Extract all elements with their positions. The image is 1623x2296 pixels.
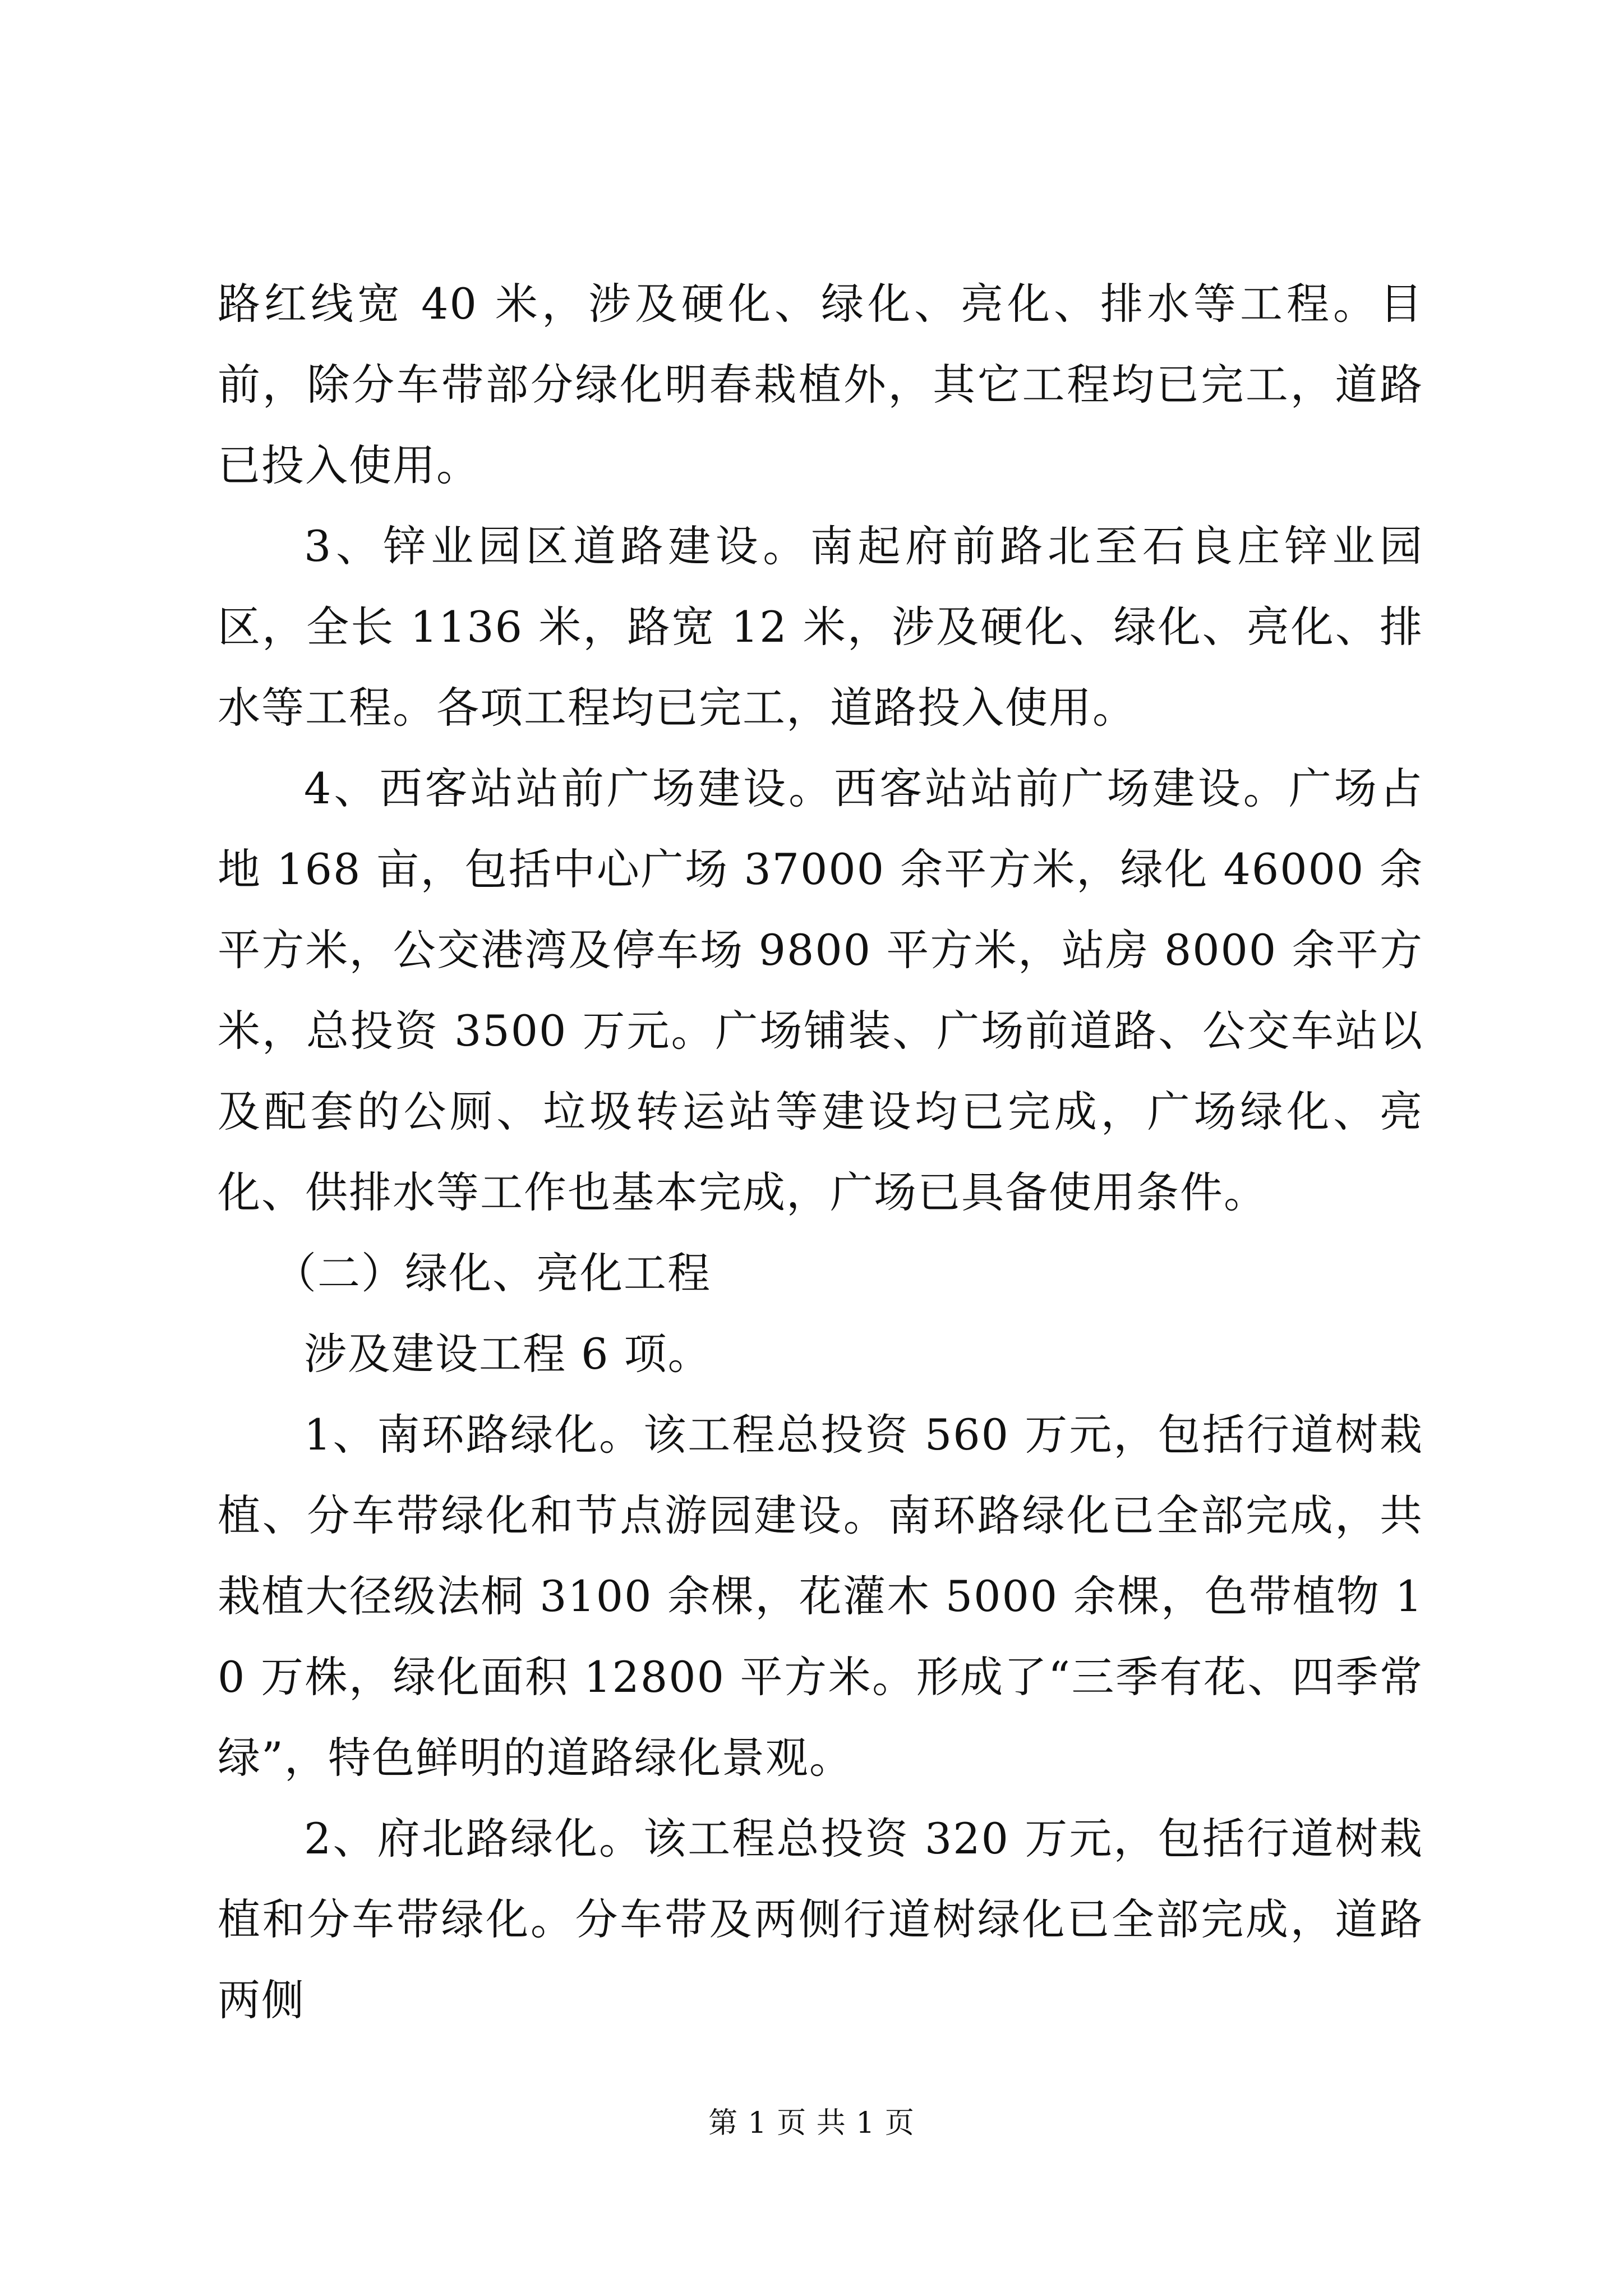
section-heading-greening-lighting: （二）绿化、亮化工程 (274, 1248, 711, 1298)
paragraph-south-ring-greening: 1、南环路绿化。该工程总投资 560 万元，包括行道树栽植、分车带绿化和节点游园建设。南环路绿化已全部完成，共栽植大径级法桐 3100 余棵，花灌木 5000 余棵，色带植物 10 万株，绿化面积 12800 平方米。形成了“三季有花、四季常绿”，特色鲜明的道路绿化景观。 (218, 1410, 1423, 1783)
paragraph-fubei-road-greening: 2、府北路绿化。该工程总投资 320 万元，包括行道树栽植和分车带绿化。分车带及两侧行道树绿化已全部完成，道路两侧 (218, 1814, 1423, 2025)
document-page (218, 264, 1423, 2041)
paragraph-zinc-park-road: 3、锌业园区道路建设。南起府前路北至石良庄锌业园区，全长 1136 米，路宽 12 米，涉及硬化、绿化、亮化、排水等工程。各项工程均已完工，道路投入使用。 (218, 521, 1423, 733)
page-footer: 第 1 页 共 1 页 (708, 2106, 915, 2140)
paragraph-west-station-plaza: 4、西客站站前广场建设。西客站站前广场建设。广场占地 168 亩，包括中心广场 37000 余平方米，绿化 46000 余平方米，公交港湾及停车场 9800 平方米，站房 8000 余平方米，总投资 3500 万元。广场铺装、广场前道路、公交车站以及配套的公厕、垃圾转运站等建设均已完成，广场绿化、亮化、供排水等工作也基本完成，广场已具备使用条件。 (218, 763, 1423, 1217)
paragraph-road-continuation: 路红线宽 40 米，涉及硬化、绿化、亮化、排水等工程。目前，除分车带部分绿化明春栽植外，其它工程均已完工，道路已投入使用。 (218, 279, 1423, 490)
paragraph-project-count: 涉及建设工程 6 项。 (304, 1329, 712, 1379)
